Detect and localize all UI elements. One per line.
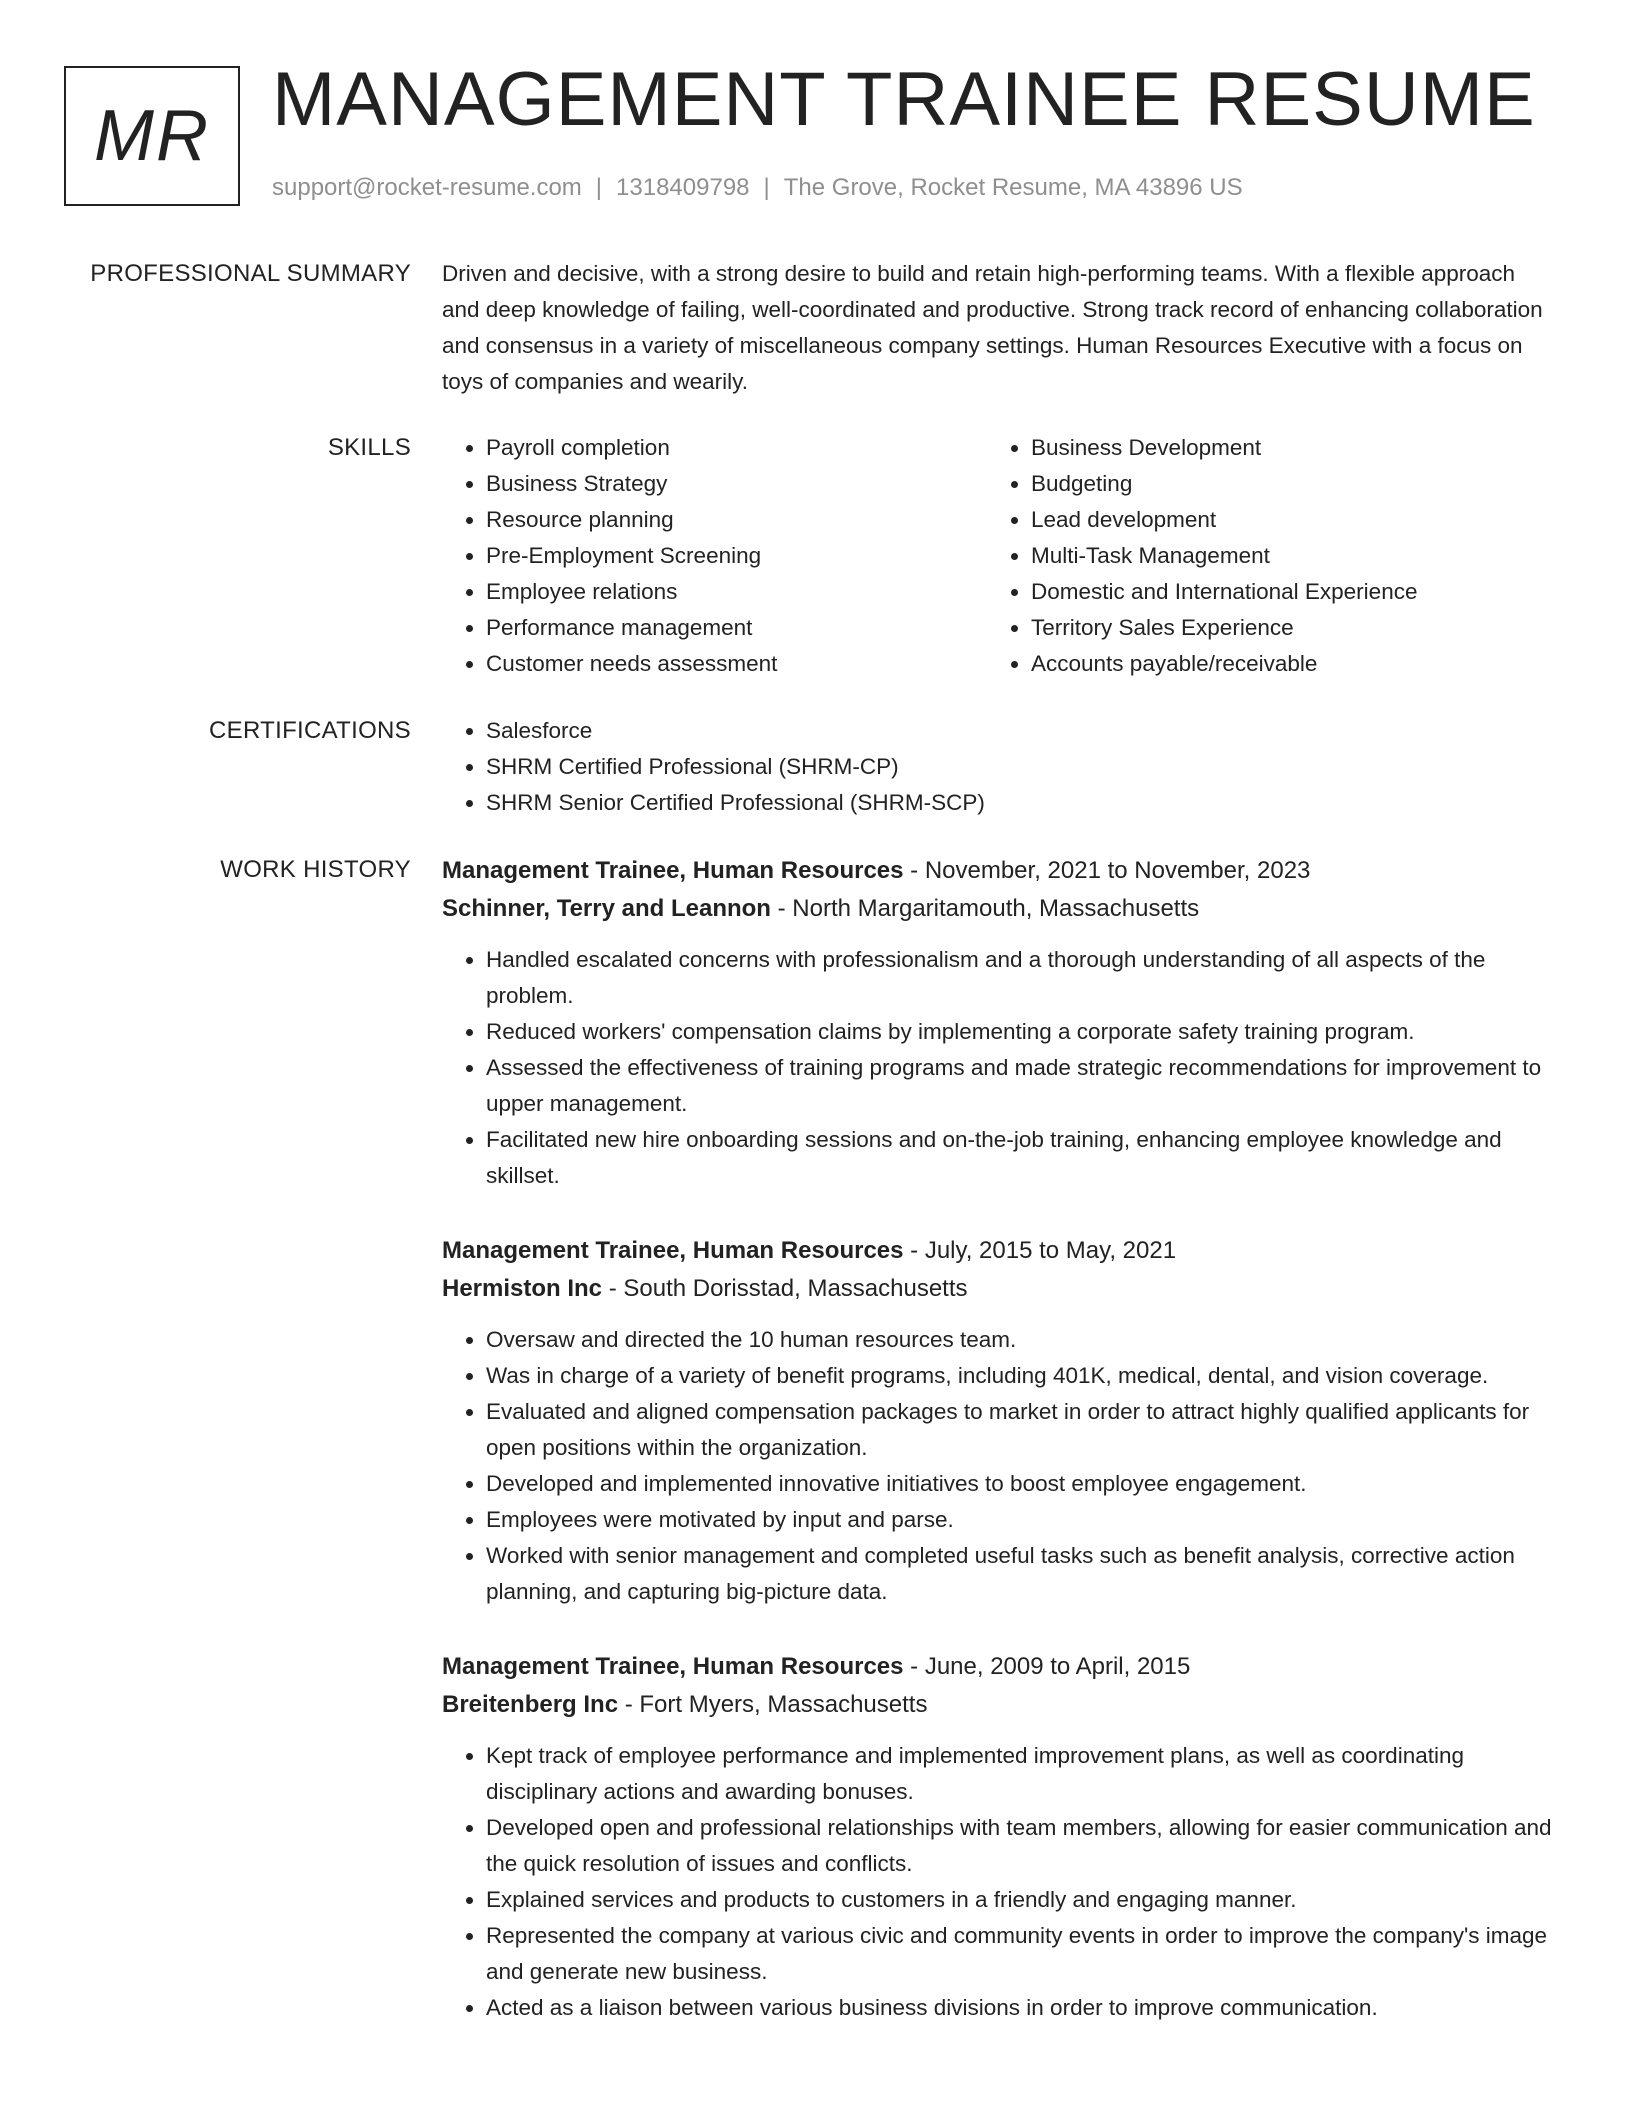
job-title-line	[442, 1648, 1552, 1686]
skill-item: • Pre-Employment Screening	[486, 538, 987, 574]
skill-item: • Lead development	[1031, 502, 1532, 538]
job-bullet-list	[442, 942, 1552, 1194]
job-bullet: • Developed and implemented innovative initiatives to boost employee engagement.	[486, 1466, 1552, 1502]
job-company: Hermiston Inc	[442, 1275, 603, 1302]
job-bullet: • Assessed the effectiveness of training programs and made strategic recommendations for improvement to upper management.	[486, 1050, 1552, 1122]
skill-item: • Customer needs assessment	[486, 646, 987, 682]
job-bullet: • Developed open and professional relationships with team members, allowing for easier communication and the quick resolution of issues and conflicts.	[486, 1810, 1552, 1882]
skill-item: • Performance management	[486, 610, 987, 646]
job-bullet: • Explained services and products to customers in a friendly and engaging manner.	[486, 1882, 1552, 1918]
section-label-work-history: WORK HISTORY	[220, 856, 411, 883]
job-company-line	[442, 1270, 1552, 1308]
monogram-box	[64, 66, 240, 206]
monogram-initials: MR	[94, 96, 210, 176]
summary-text: Driven and decisive, with a strong desire to build and retain high-performing teams. With a flexible approach and deep knowledge of failing, well-coordinated and productive. Strong track record of enhancing collaboration and consensus in a variety of miscellaneous company settings. Human Resources Executive with a focus on toys of companies and wearily.	[442, 261, 1543, 394]
skill-item: • Business Strategy	[486, 466, 987, 502]
section-label-certifications: CERTIFICATIONS	[209, 717, 411, 744]
skill-item: • Accounts payable/receivable	[1031, 646, 1532, 682]
contact-address: The Grove, Rocket Resume, MA 43896 US	[783, 174, 1243, 201]
skill-item: • Territory Sales Experience	[1031, 610, 1532, 646]
job-bullet: • Reduced workers' compensation claims by implementing a corporate safety training program.	[486, 1014, 1552, 1050]
job-bullet: • Facilitated new hire onboarding sessions and on-the-job training, enhancing employee knowledge and skillset.	[486, 1122, 1552, 1194]
contact-email: support@rocket-resume.com	[272, 174, 582, 201]
skill-item: • Employee relations	[486, 574, 987, 610]
job-bullet: • Employees were motivated by input and parse.	[486, 1502, 1552, 1538]
certification-item: • Salesforce	[486, 713, 1552, 749]
summary-body	[442, 256, 1552, 400]
skill-item: • Business Development	[1031, 430, 1532, 466]
job-company: Breitenberg Inc	[442, 1691, 619, 1718]
skill-item: • Budgeting	[1031, 466, 1532, 502]
job-entry	[442, 852, 1552, 1194]
job-bullet-list	[442, 1738, 1552, 2026]
skills-columns	[442, 430, 1552, 682]
resume-title: MANAGEMENT TRAINEE RESUME	[272, 57, 1536, 142]
job-location: - North Margaritamouth, Massachusetts	[770, 895, 1200, 922]
skill-item: • Resource planning	[486, 502, 987, 538]
job-dates: - June, 2009 to April, 2015	[903, 1653, 1191, 1680]
job-bullet: • Worked with senior management and completed useful tasks such as benefit analysis, corrective action planning, and capturing big-picture data.	[486, 1538, 1552, 1610]
section-label-skills: SKILLS	[327, 434, 411, 461]
job-company: Schinner, Terry and Leannon	[442, 895, 771, 922]
certification-item: • SHRM Certified Professional (SHRM-CP)	[486, 749, 1552, 785]
job-location: - Fort Myers, Massachusetts	[618, 1691, 928, 1718]
job-entry	[442, 1648, 1552, 2026]
skill-item: • Domestic and International Experience	[1031, 574, 1532, 610]
job-company-line	[442, 890, 1552, 928]
job-dates: - July, 2015 to May, 2021	[903, 1237, 1177, 1264]
job-dates: - November, 2021 to November, 2023	[903, 857, 1311, 884]
job-title-line	[442, 852, 1552, 890]
job-title: Management Trainee, Human Resources	[442, 1653, 904, 1680]
skill-item: • Multi-Task Management	[1031, 538, 1532, 574]
skill-item: • Payroll completion	[486, 430, 987, 466]
job-location: - South Dorisstad, Massachusetts	[602, 1275, 968, 1302]
skills-list-right	[987, 430, 1532, 682]
skills-column-right	[987, 430, 1532, 682]
contact-line	[272, 172, 1243, 204]
job-bullet: • Handled escalated concerns with professionalism and a thorough understanding of all aspects of the problem.	[486, 942, 1552, 1014]
job-title: Management Trainee, Human Resources	[442, 857, 904, 884]
job-bullet: • Was in charge of a variety of benefit programs, including 401K, medical, dental, and vision coverage.	[486, 1358, 1552, 1394]
certifications-body	[442, 713, 1552, 821]
job-bullet-list	[442, 1322, 1552, 1610]
job-title-line	[442, 1232, 1552, 1270]
job-bullet: • Evaluated and aligned compensation packages to market in order to attract highly qualified applicants for open positions within the organization.	[486, 1394, 1552, 1466]
skills-column-left	[442, 430, 987, 682]
job-title: Management Trainee, Human Resources	[442, 1237, 904, 1264]
job-bullet: • Kept track of employee performance and implemented improvement plans, as well as coordinating disciplinary actions and awarding bonuses.	[486, 1738, 1552, 1810]
contact-separator: |	[763, 174, 770, 201]
certification-item: • SHRM Senior Certified Professional (SHRM-SCP)	[486, 785, 1552, 821]
skills-list-left	[442, 430, 987, 682]
contact-separator: |	[595, 174, 603, 201]
work-history-body	[442, 852, 1552, 2064]
job-company-line	[442, 1686, 1552, 1724]
job-bullet: • Oversaw and directed the 10 human resources team.	[486, 1322, 1552, 1358]
job-entry	[442, 1232, 1552, 1610]
contact-phone: 1318409798	[616, 174, 750, 201]
job-bullet: • Acted as a liaison between various business divisions in order to improve communication.	[486, 1990, 1552, 2026]
job-bullet: • Represented the company at various civic and community events in order to improve the company's image and generate new business.	[486, 1918, 1552, 1990]
certifications-list	[442, 713, 1552, 821]
section-label-summary: PROFESSIONAL SUMMARY	[90, 260, 411, 287]
